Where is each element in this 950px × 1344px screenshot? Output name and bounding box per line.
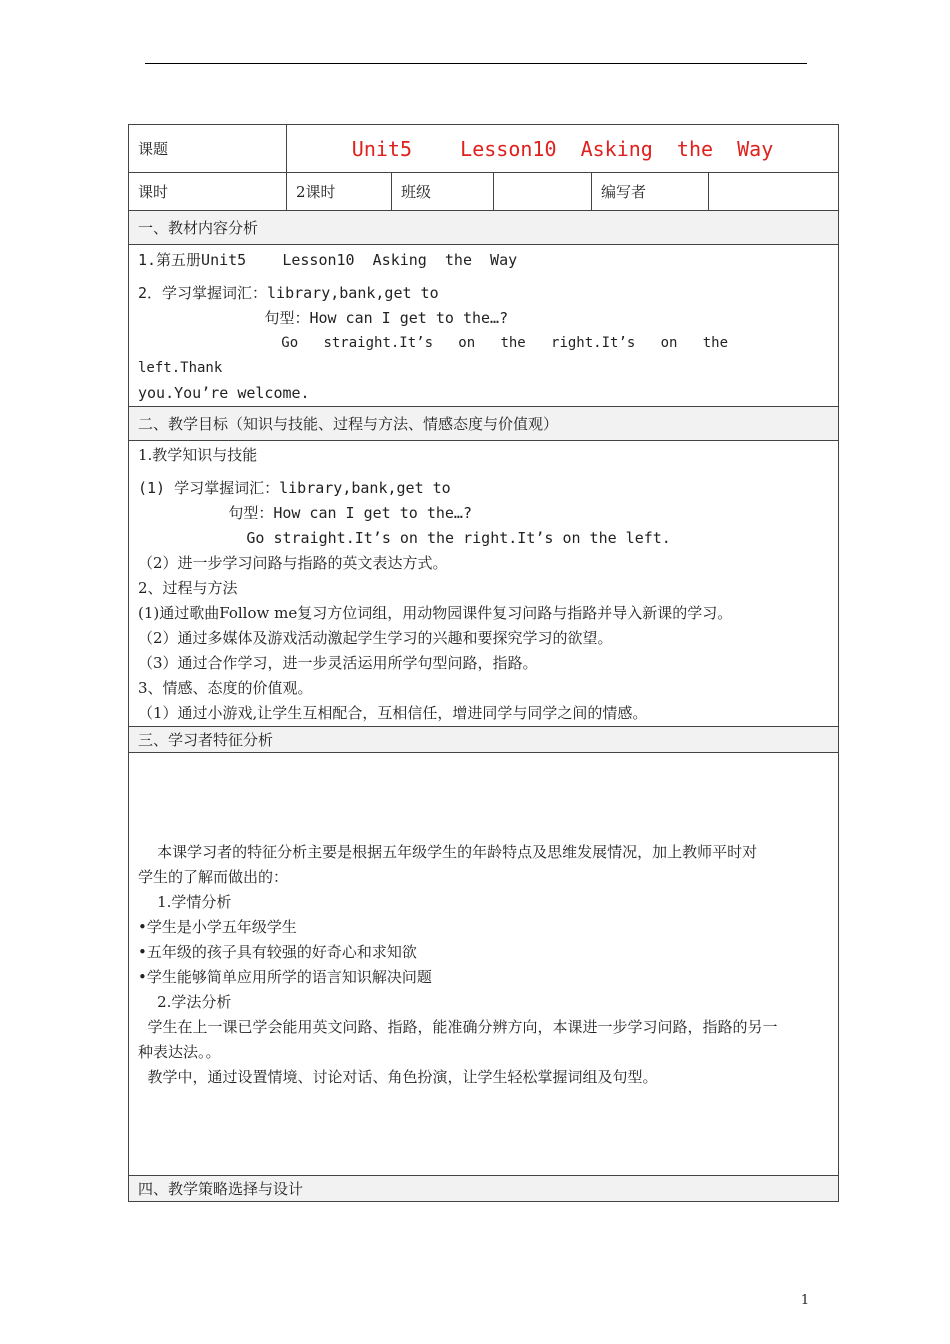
hours-label: 课时 [129,173,287,211]
section-heading-row [129,727,839,753]
section2-line: 句型：How can I get to the…? [138,504,472,522]
section2-line: 3、情感、态度的价值观。 [138,679,313,697]
section3-line: •学生能够简单应用所学的语言知识解决问题 [138,967,432,986]
section1-heading: 一、教材内容分析 [129,211,839,245]
hours-value: 2课时 [287,173,392,211]
section2-line: 1.教学知识与技能 [138,446,258,464]
section-body-row [129,245,839,407]
section3-line: 种表达法。。 [138,1042,221,1061]
section1-line: you.You’re welcome. [138,384,310,402]
class-label: 班级 [392,173,494,211]
title-row [129,125,839,173]
section2-line: （2）进一步学习问路与指路的英文表达方式。 [138,554,448,572]
section2-line: 2、过程与方法 [138,579,238,597]
section3-line: 本课学习者的特征分析主要是根据五年级学生的年龄特点及思维发展情况，加上教师平时对 [138,842,758,861]
section-heading-row [129,211,839,245]
section-heading-row [129,1176,839,1202]
section2-line: (1)通过歌曲Follow me复习方位词组，用动物园课件复习问路与指路并导入新课的学习。 [138,604,733,622]
section2-line: (1) 学习掌握词汇：library,bank,get to [138,479,451,497]
section-heading-row [129,407,839,441]
section2-line: （1）通过小游戏,让学生互相配合，互相信任，增进同学与同学之间的情感。 [138,704,648,722]
author-value [709,173,839,211]
section2-line: （3）通过合作学习，进一步灵活运用所学句型问路，指路。 [138,654,538,672]
section4-heading: 四、教学策略选择与设计 [129,1176,839,1202]
topic-label: 课题 [129,125,287,173]
section1-line: 句型：How can I get to the…? [138,309,509,327]
section3-line: 2.学法分析 [138,992,232,1011]
lesson-title: Unit5 Lesson10 Asking the Way [287,125,839,173]
class-value [494,173,592,211]
section3-line: 1.学情分析 [138,892,232,911]
section3-line: 学生在上一课已学会能用英文问路、指路，能准确分辨方向，本课进一步学习问路，指路的另一 [138,1017,778,1036]
lesson-plan-table [128,124,839,1202]
section3-line: 学生的了解而做出的： [138,867,289,886]
section1-line: Go straight.It’s on the right.It’s on the left.Thank [138,335,754,376]
section3-line: •学生是小学五年级学生 [138,917,297,936]
section2-heading: 二、教学目标（知识与技能、过程与方法、情感态度与价值观） [129,407,839,441]
page-number: 1 [800,1293,810,1308]
section3-heading: 三、学习者特征分析 [129,727,839,753]
section3-line: •五年级的孩子具有较强的好奇心和求知欲 [138,942,417,961]
header-rule [145,63,807,64]
section2-line: Go straight.It’s on the right.It’s on the left. [138,529,671,547]
info-row [129,173,839,211]
author-label: 编写者 [592,173,709,211]
section-body-row [129,753,839,1176]
section2-line: （2）通过多媒体及游戏活动激起学生学习的兴趣和要探究学习的欲望。 [138,629,613,647]
section1-line: 1.第五册Unit5 Lesson10 Asking the Way [138,251,518,269]
section-body-row [129,441,839,727]
section3-line: 教学中，通过设置情境、讨论对话、角色扮演，让学生轻松掌握词组及句型。 [138,1067,658,1086]
section1-line: 2．学习掌握词汇：library,bank,get to [138,284,439,302]
